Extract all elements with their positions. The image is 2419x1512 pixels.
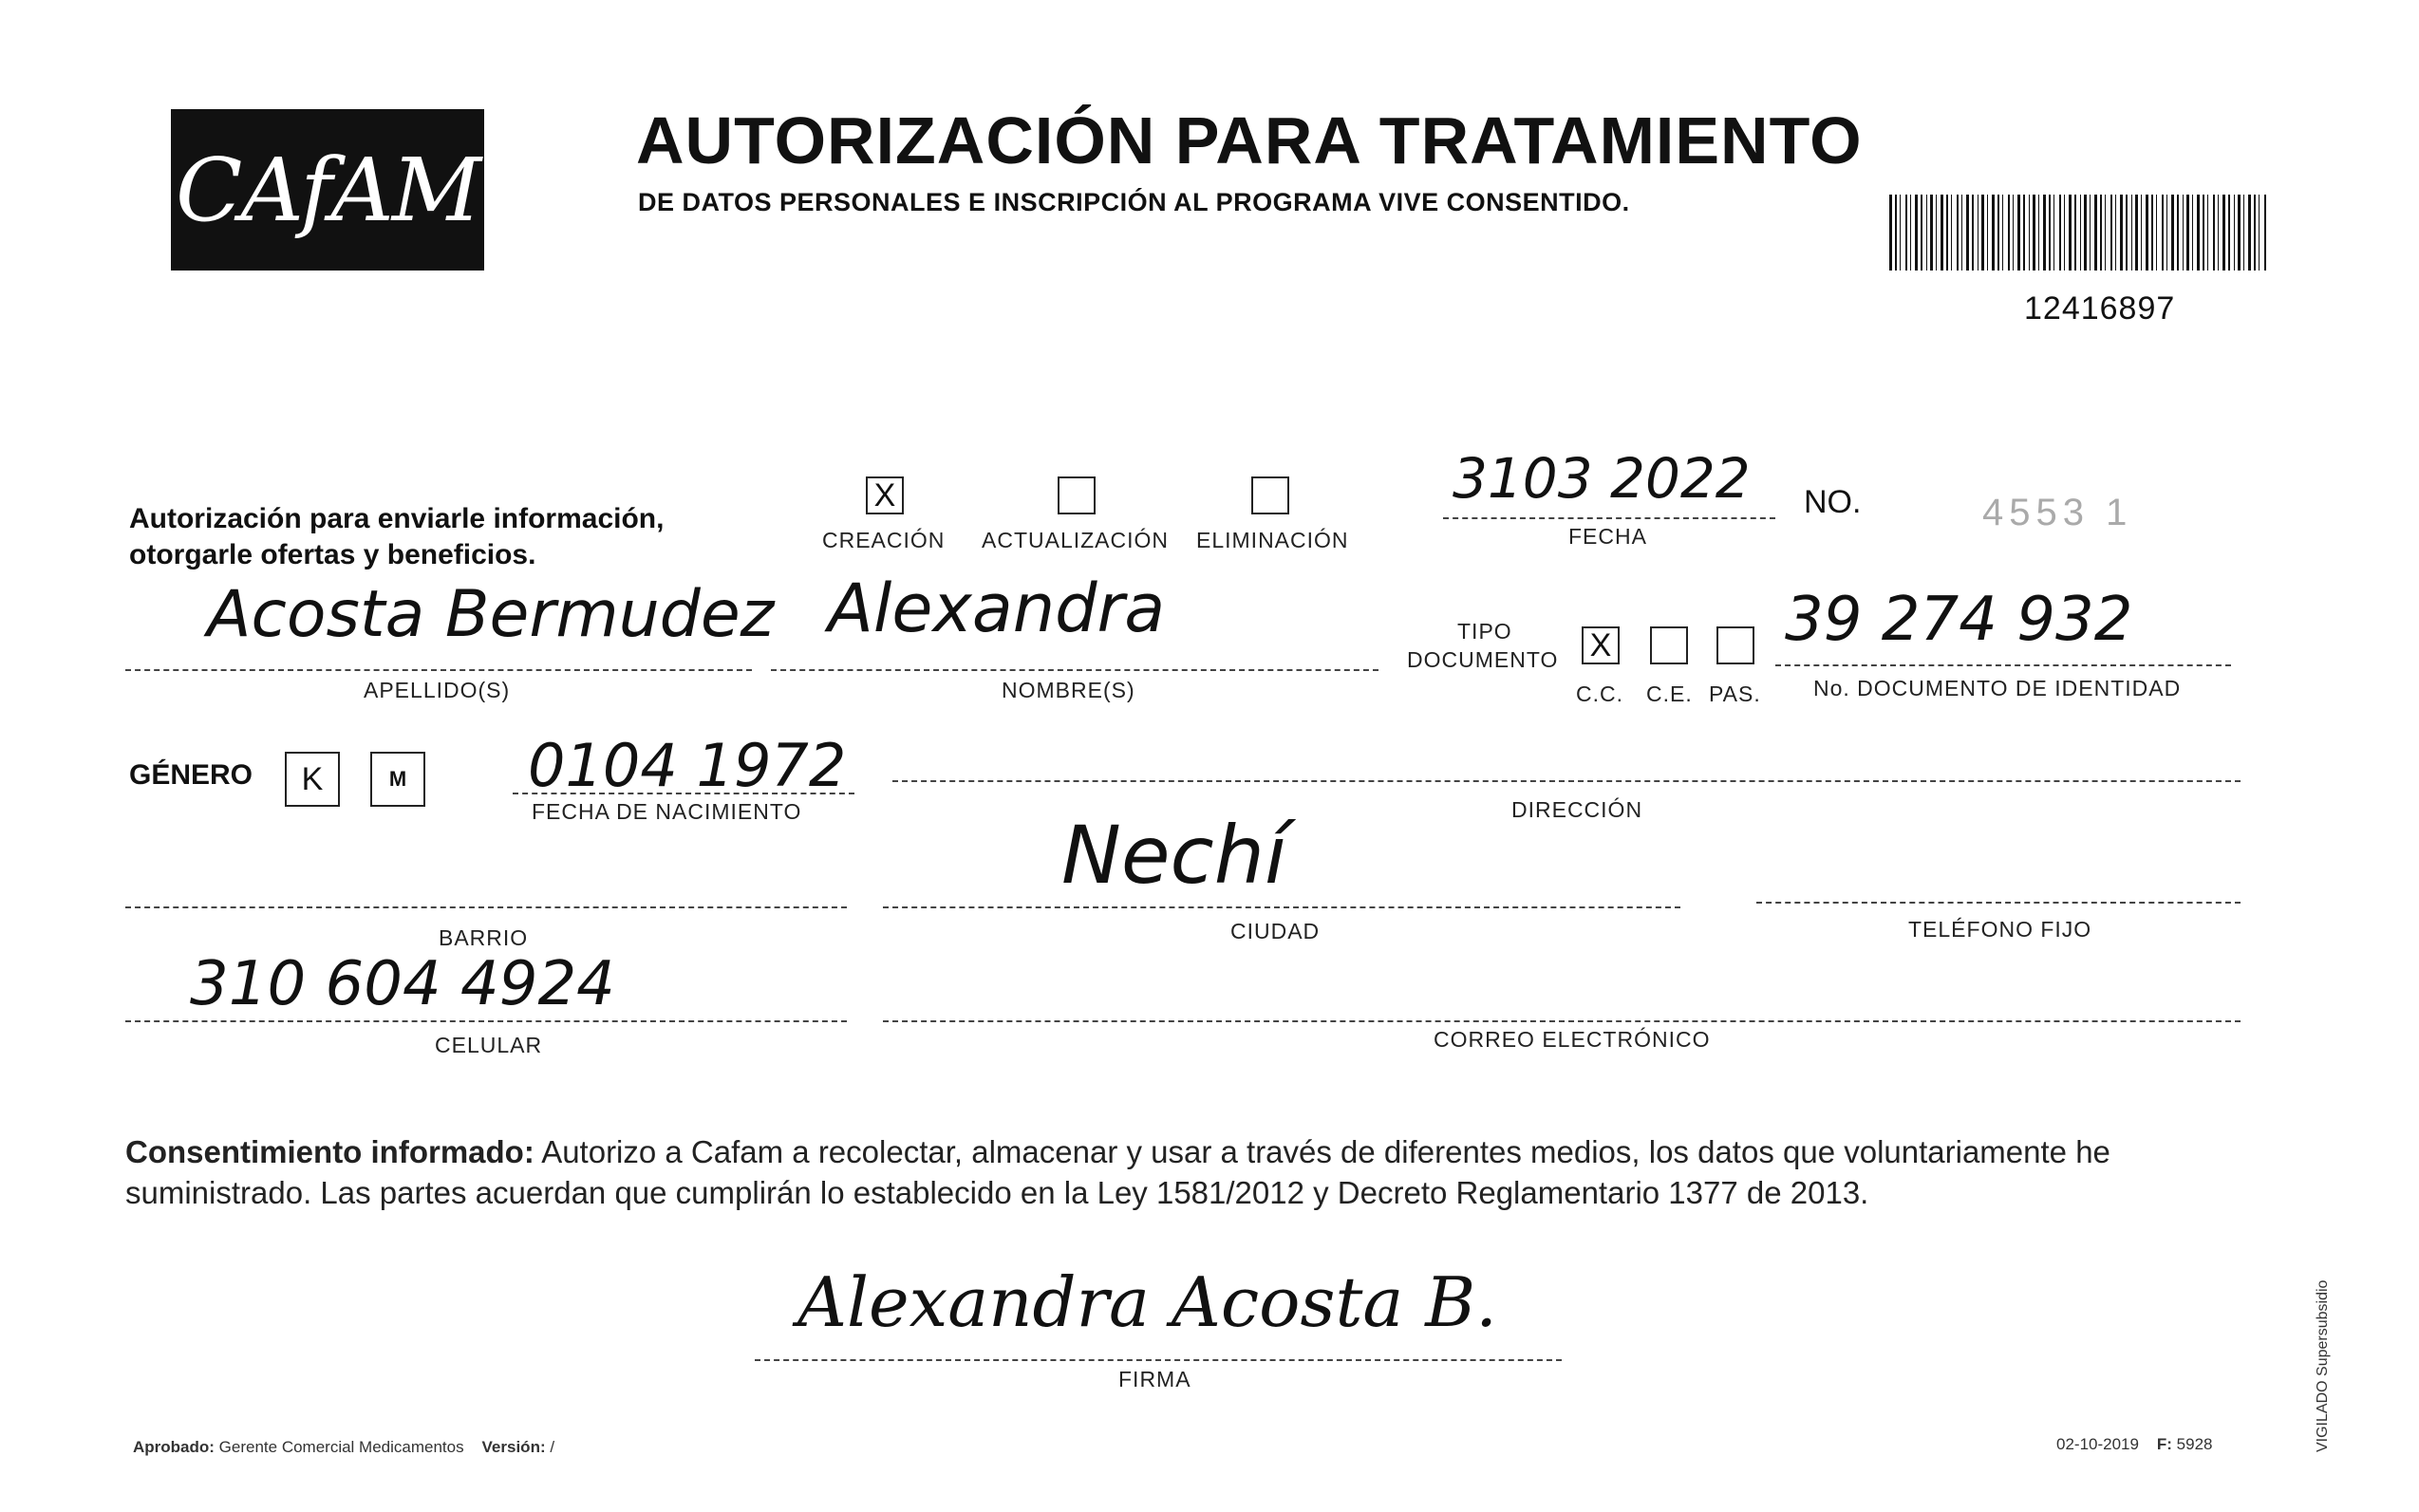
direccion-line[interactable] bbox=[892, 780, 2241, 782]
barcode-bar bbox=[1941, 195, 1943, 271]
barcode-bar bbox=[2080, 195, 2081, 271]
footer-code bbox=[2056, 1435, 2212, 1454]
barcode-bar bbox=[2131, 195, 2132, 271]
celular-label: CELULAR bbox=[435, 1033, 543, 1057]
signature-label: FIRMA bbox=[1118, 1367, 1191, 1391]
barcode-bar bbox=[2151, 195, 2153, 271]
barcode-bar bbox=[2029, 195, 2030, 271]
barcode-bar bbox=[2254, 195, 2256, 271]
checkbox-ce[interactable] bbox=[1650, 626, 1688, 664]
barcode-bar bbox=[2141, 195, 2142, 271]
barcode-bar bbox=[2171, 195, 2174, 271]
barcode-bar bbox=[1889, 195, 1892, 271]
doc-line bbox=[1775, 664, 2231, 666]
celular-value[interactable]: 310 604 4924 bbox=[190, 949, 615, 1019]
barcode-bar bbox=[2248, 195, 2251, 271]
barcode-bar bbox=[2008, 195, 2010, 271]
signature-value[interactable]: Alexandra Acosta B. bbox=[797, 1262, 1498, 1342]
footer-aprobado-label: Aprobado: bbox=[133, 1438, 215, 1456]
footer-version-label: Versión: bbox=[481, 1438, 546, 1456]
barcode-bar bbox=[1987, 195, 1988, 271]
barcode-bar bbox=[1966, 195, 1969, 271]
barcode-bar bbox=[2059, 195, 2061, 271]
barcode-bar bbox=[2183, 195, 2184, 271]
label-actualizacion: ACTUALIZACIÓN bbox=[982, 528, 1170, 552]
barcode-bar bbox=[2135, 195, 2138, 271]
barcode-bar bbox=[2259, 195, 2260, 271]
footer-form-label: F: bbox=[2156, 1435, 2172, 1453]
barcode-bar bbox=[2192, 195, 2193, 271]
barcode-bar bbox=[1910, 195, 1911, 271]
barcode-bar bbox=[2166, 195, 2167, 271]
barcode-bar bbox=[2197, 195, 2200, 271]
ciudad-value[interactable]: Nechí bbox=[1061, 809, 1287, 902]
ciudad-line bbox=[883, 906, 1680, 908]
checkbox-cc[interactable] bbox=[1582, 626, 1620, 664]
barcode-bar bbox=[2203, 195, 2204, 271]
barcode-bar bbox=[2090, 195, 2091, 271]
barcode-bar bbox=[2064, 195, 2065, 271]
label-creacion: CREACIÓN bbox=[822, 528, 946, 552]
vigilado-vertical-text: VIGILADO Supersubsidio bbox=[2315, 1279, 2331, 1452]
barcode-bar bbox=[2100, 195, 2102, 271]
barcode-bar bbox=[2222, 195, 2225, 271]
barcode-bar bbox=[1981, 195, 1984, 271]
barcode bbox=[1889, 195, 2269, 271]
doc-value[interactable]: 39 274 932 bbox=[1785, 585, 2133, 655]
barcode-bar bbox=[2120, 195, 2123, 271]
barcode-bar bbox=[2186, 195, 2189, 271]
barcode-bar bbox=[2177, 195, 2179, 271]
footer-form-value: 5928 bbox=[2176, 1435, 2213, 1453]
nombres-line bbox=[771, 669, 1378, 671]
barcode-bar bbox=[1915, 195, 1918, 271]
barcode-bar bbox=[2228, 195, 2230, 271]
apellidos-line bbox=[125, 669, 752, 671]
barcode-bar bbox=[2084, 195, 2087, 271]
correo-label: CORREO ELECTRÓNICO bbox=[1434, 1027, 1711, 1052]
barcode-bar bbox=[1921, 195, 1922, 271]
barcode-bar bbox=[2069, 195, 2072, 271]
no-value: 4553 1 bbox=[1982, 492, 2133, 533]
barcode-bar bbox=[2049, 195, 2051, 271]
barcode-bar bbox=[2243, 195, 2244, 271]
label-pas: PAS. bbox=[1709, 681, 1761, 706]
form-subtitle: DE DATOS PERSONALES E INSCRIPCIÓN AL PROGRAMA VIVE CONSENTIDO. bbox=[638, 188, 1630, 216]
footer-approval bbox=[133, 1438, 554, 1457]
checkbox-genero-f[interactable] bbox=[285, 752, 340, 807]
barcode-bar bbox=[2238, 195, 2241, 271]
telefono-line[interactable] bbox=[1756, 902, 2241, 904]
barcode-bar bbox=[1972, 195, 1974, 271]
barcode-bar bbox=[2207, 195, 2208, 271]
form-title: AUTORIZACIÓN PARA TRATAMIENTO bbox=[636, 103, 1863, 177]
barcode-bar bbox=[2156, 195, 2157, 271]
checkbox-genero-f-mark: K bbox=[301, 761, 324, 797]
birth-line bbox=[513, 793, 854, 794]
barcode-bar bbox=[1961, 195, 1962, 271]
barcode-bar bbox=[2213, 195, 2215, 271]
label-ce: C.E. bbox=[1646, 681, 1693, 706]
nombres-label: NOMBRE(S) bbox=[1002, 678, 1135, 702]
barcode-bar bbox=[2126, 195, 2128, 271]
tipo-label-1: TIPO bbox=[1457, 619, 1512, 644]
label-eliminacion: ELIMINACIÓN bbox=[1196, 528, 1349, 552]
fecha-line bbox=[1443, 517, 1775, 519]
checkbox-creacion[interactable] bbox=[866, 476, 904, 514]
cafam-logo bbox=[171, 109, 484, 271]
barcode-bar bbox=[1992, 195, 1995, 271]
barcode-bar bbox=[2115, 195, 2116, 271]
barcode-bar bbox=[1905, 195, 1907, 271]
tipo-label-2: DOCUMENTO bbox=[1407, 647, 1559, 672]
barcode-bar bbox=[1926, 195, 1927, 271]
barcode-bar bbox=[2053, 195, 2054, 271]
barcode-bar bbox=[2110, 195, 2112, 271]
barcode-bar bbox=[1895, 195, 1897, 271]
direccion-label: DIRECCIÓN bbox=[1511, 797, 1643, 822]
barcode-bar bbox=[1900, 195, 1901, 271]
fecha-value[interactable]: 3103 2022 bbox=[1453, 446, 1751, 511]
barrio-line[interactable] bbox=[125, 906, 847, 908]
checkbox-creacion-mark: X bbox=[873, 477, 896, 513]
authorization-text-line1: Autorización para enviarle información, bbox=[129, 503, 665, 534]
barcode-bar bbox=[2038, 195, 2039, 271]
checkbox-pas[interactable] bbox=[1716, 626, 1754, 664]
barcode-bar bbox=[2094, 195, 2097, 271]
barrio-label: BARRIO bbox=[439, 925, 529, 950]
barcode-bar bbox=[2146, 195, 2148, 271]
barcode-bar bbox=[2043, 195, 2046, 271]
checkbox-cc-mark: X bbox=[1589, 627, 1612, 663]
barcode-bar bbox=[2017, 195, 2020, 271]
consent-heading: Consentimiento informado: bbox=[125, 1134, 534, 1169]
barcode-bar bbox=[1930, 195, 1933, 271]
consent-body: Autorizo a Cafam a recolectar, almacenar y usar a través de diferentes medios, los datos que voluntariamente he suministrado. Las partes acuerdan que cumplirán lo establecido en la Ley 1581/2012 y Decreto Reglamentario 1377 de 2013. bbox=[125, 1134, 2110, 1210]
apellidos-label: APELLIDO(S) bbox=[364, 678, 511, 702]
footer-date: 02-10-2019 bbox=[2056, 1435, 2139, 1453]
ciudad-label: CIUDAD bbox=[1230, 919, 1321, 943]
authorization-text bbox=[129, 501, 664, 573]
barcode-bar bbox=[1936, 195, 1937, 271]
correo-line[interactable] bbox=[883, 1020, 2241, 1022]
footer-aprobado-value: Gerente Comercial Medicamentos bbox=[218, 1438, 464, 1456]
footer-version-value: / bbox=[550, 1438, 555, 1456]
apellidos-value[interactable]: Acosta Bermudez bbox=[207, 577, 775, 652]
telefono-label: TELÉFONO FIJO bbox=[1908, 917, 2092, 942]
barcode-number: 12416897 bbox=[2024, 290, 2176, 327]
authorization-text-line2: otorgarle ofertas y beneficios. bbox=[129, 539, 536, 570]
label-cc: C.C. bbox=[1576, 681, 1623, 706]
barcode-bar bbox=[2105, 195, 2106, 271]
barcode-bar bbox=[1951, 195, 1952, 271]
nombres-value[interactable]: Alexandra bbox=[828, 569, 1166, 647]
checkbox-actualizacion[interactable] bbox=[1058, 476, 1096, 514]
no-label: NO. bbox=[1804, 484, 1862, 520]
barcode-bar bbox=[1997, 195, 1999, 271]
signature-line bbox=[755, 1359, 1562, 1361]
barcode-bar bbox=[1946, 195, 1948, 271]
celular-line bbox=[125, 1020, 847, 1022]
barcode-bar bbox=[2218, 195, 2219, 271]
barcode-bar bbox=[2013, 195, 2014, 271]
barcode-bar bbox=[2023, 195, 2025, 271]
barcode-bar bbox=[2002, 195, 2003, 271]
barcode-bar bbox=[2264, 195, 2266, 271]
checkbox-genero-m[interactable] bbox=[370, 752, 425, 807]
genero-label: GÉNERO bbox=[129, 759, 253, 791]
genero-m-label: M bbox=[388, 767, 407, 791]
consent-paragraph bbox=[125, 1131, 2233, 1213]
barcode-bar bbox=[2074, 195, 2076, 271]
barcode-bar bbox=[2162, 195, 2164, 271]
logo-text: CAfAM bbox=[176, 139, 479, 241]
barcode-bar bbox=[1957, 195, 1959, 271]
birth-label: FECHA DE NACIMIENTO bbox=[532, 799, 802, 824]
barcode-bar bbox=[2234, 195, 2235, 271]
doc-label: No. DOCUMENTO DE IDENTIDAD bbox=[1813, 676, 2182, 700]
birth-value[interactable]: 0104 1972 bbox=[528, 731, 847, 800]
fecha-label: FECHA bbox=[1568, 524, 1647, 549]
checkbox-eliminacion[interactable] bbox=[1251, 476, 1289, 514]
barcode-bar bbox=[2033, 195, 2035, 271]
